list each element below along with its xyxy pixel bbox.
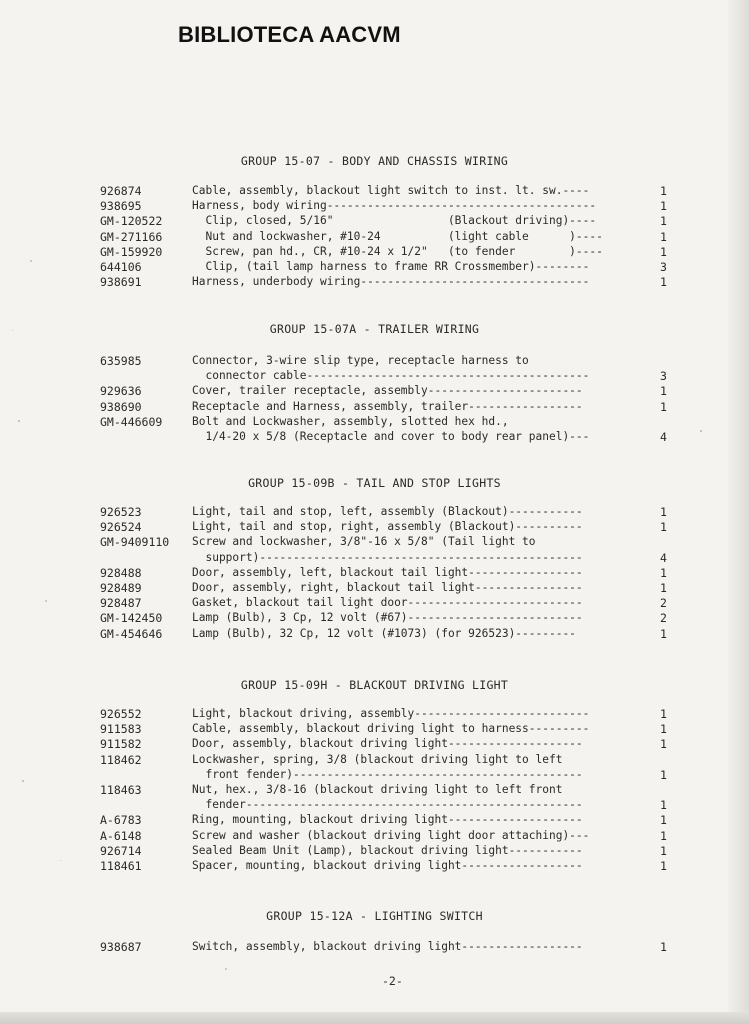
part-quantity: 4 bbox=[660, 430, 667, 444]
part-quantity: 1 bbox=[660, 828, 667, 843]
part-number: 938690 bbox=[100, 399, 142, 414]
part-quantity: 1 bbox=[660, 244, 667, 259]
group-heading: GROUP 15-07 - BODY AND CHASSIS WIRING bbox=[240, 154, 509, 168]
part-description: Cable, assembly, blackout driving light to harness--------- bbox=[192, 722, 590, 736]
part-description: Door, assembly, blackout driving light-------------------- bbox=[192, 737, 583, 751]
paper-speck bbox=[12, 330, 13, 331]
part-quantity: 1 bbox=[660, 275, 667, 290]
part-description: Door, assembly, right, blackout tail light---------------- bbox=[192, 581, 583, 594]
paper-speck bbox=[225, 968, 227, 970]
part-description: Ring, mounting, blackout driving light-------------------- bbox=[192, 813, 583, 827]
part-description: Nut and lockwasher, #10-24 (light cable )---- bbox=[192, 229, 603, 243]
part-number: 118461 bbox=[100, 859, 142, 873]
part-number: 635985 bbox=[100, 354, 142, 368]
page-bottom-edge bbox=[0, 1012, 749, 1024]
part-description: Lockwasher, spring, 3/8 (blackout driving light to left bbox=[192, 752, 563, 766]
part-number: 118462 bbox=[100, 752, 142, 767]
part-description: Gasket, blackout tail light door-------------------------- bbox=[192, 596, 583, 610]
part-quantity: 1 bbox=[660, 229, 667, 244]
part-quantity: 2 bbox=[660, 611, 667, 626]
part-number: 938687 bbox=[100, 940, 142, 954]
part-quantity: 1 bbox=[660, 626, 667, 641]
part-description: Bolt and Lockwasher, assembly, slotted hex hd., bbox=[192, 414, 509, 428]
part-quantity: 1 bbox=[660, 767, 667, 782]
part-description: Connector, 3-wire slip type, receptacle harness to bbox=[192, 354, 529, 367]
group-heading: GROUP 15-09B - TAIL AND STOP LIGHTS bbox=[248, 476, 501, 490]
library-watermark: BIBLIOTECA AACVM bbox=[178, 22, 401, 47]
part-description: Lamp (Bulb), 3 Cp, 12 volt (#67)-------------------------- bbox=[192, 611, 583, 625]
part-quantity: 1 bbox=[660, 843, 667, 858]
part-number: GM-159920 bbox=[100, 244, 163, 259]
page-number: -2- bbox=[382, 974, 403, 988]
part-number: 926552 bbox=[100, 707, 142, 721]
part-quantity: 1 bbox=[660, 214, 667, 229]
part-quantity: 1 bbox=[660, 940, 667, 954]
part-description: Door, assembly, left, blackout tail light----------------- bbox=[192, 565, 583, 579]
part-number: 938695 bbox=[100, 199, 142, 214]
part-quantity: 1 bbox=[660, 813, 667, 828]
part-quantity: 1 bbox=[660, 505, 667, 519]
part-description: fender-------------------------------------------------- bbox=[192, 798, 583, 812]
paper-speck bbox=[60, 860, 61, 861]
part-number: 926524 bbox=[100, 520, 142, 535]
part-description: Screw and washer (blackout driving light door attaching)--- bbox=[192, 828, 590, 842]
part-description: Harness, underbody wiring---------------------------------- bbox=[192, 275, 590, 289]
part-quantity: 1 bbox=[660, 798, 667, 813]
part-description: Sealed Beam Unit (Lamp), blackout driving light----------- bbox=[192, 843, 583, 857]
part-description: Lamp (Bulb), 32 Cp, 12 volt (#1073) (for 926523)--------- bbox=[192, 626, 576, 640]
part-number: GM-271166 bbox=[100, 229, 163, 244]
part-quantity: 3 bbox=[660, 369, 667, 384]
part-quantity: 1 bbox=[660, 520, 667, 535]
part-description: Spacer, mounting, blackout driving light------------------ bbox=[192, 859, 583, 872]
group-heading: GROUP 15-09H - BLACKOUT DRIVING LIGHT bbox=[240, 678, 509, 692]
part-quantity: 1 bbox=[660, 184, 667, 198]
part-number: 928487 bbox=[100, 596, 142, 611]
paper-speck bbox=[45, 600, 47, 602]
part-number: 926523 bbox=[100, 505, 142, 519]
part-quantity: 1 bbox=[660, 722, 667, 737]
part-number: A-6148 bbox=[100, 828, 142, 843]
part-number: 911583 bbox=[100, 722, 142, 737]
part-description: connector cable------------------------------------------ bbox=[192, 369, 590, 383]
paper-speck bbox=[700, 430, 702, 432]
paper-speck bbox=[22, 780, 24, 782]
part-number: GM-9409110 bbox=[100, 535, 170, 550]
part-number: 926714 bbox=[100, 843, 142, 858]
part-number: GM-446609 bbox=[100, 414, 163, 429]
part-description: Light, tail and stop, left, assembly (Blackout)----------- bbox=[192, 505, 583, 518]
part-number: 644106 bbox=[100, 260, 142, 274]
part-number: A-6783 bbox=[100, 813, 142, 828]
part-quantity: 1 bbox=[660, 737, 667, 752]
part-number: 118463 bbox=[100, 783, 142, 797]
part-description: Nut, hex., 3/8-16 (blackout driving light to left front bbox=[192, 783, 563, 796]
part-description: 1/4-20 x 5/8 (Receptacle and cover to body rear panel)--- bbox=[192, 430, 590, 443]
group-heading: GROUP 15-07A - TRAILER WIRING bbox=[269, 322, 480, 336]
part-quantity: 1 bbox=[660, 859, 667, 873]
part-description: Switch, assembly, blackout driving light------------------ bbox=[192, 940, 583, 953]
part-number: GM-120522 bbox=[100, 214, 163, 229]
part-number: GM-142450 bbox=[100, 611, 163, 626]
part-number: 929636 bbox=[100, 384, 142, 399]
part-description: Screw and lockwasher, 3/8"-16 x 5/8" (Tail light to bbox=[192, 535, 536, 549]
part-description: front fender)------------------------------------------- bbox=[192, 767, 583, 781]
paper-speck bbox=[18, 420, 20, 422]
part-quantity: 1 bbox=[660, 565, 667, 580]
part-description: Harness, body wiring---------------------------------------- bbox=[192, 199, 597, 213]
part-number: GM-454646 bbox=[100, 626, 163, 641]
part-number: 926874 bbox=[100, 184, 142, 198]
part-description: Light, blackout driving, assembly-------------------------- bbox=[192, 707, 590, 720]
part-description: Light, tail and stop, right, assembly (Blackout)---------- bbox=[192, 520, 583, 534]
part-number: 938691 bbox=[100, 275, 142, 290]
group-heading: GROUP 15-12A - LIGHTING SWITCH bbox=[266, 909, 483, 923]
part-number: 928488 bbox=[100, 565, 142, 580]
part-description: Clip, (tail lamp harness to frame RR Crossmember)-------- bbox=[192, 260, 590, 273]
part-description: Cover, trailer receptacle, assembly----------------------- bbox=[192, 384, 583, 398]
part-quantity: 1 bbox=[660, 707, 667, 721]
part-description: support)------------------------------------------------ bbox=[192, 550, 583, 564]
part-number: 911582 bbox=[100, 737, 142, 752]
part-quantity: 1 bbox=[660, 399, 667, 414]
paper-speck bbox=[30, 260, 32, 262]
part-quantity: 3 bbox=[660, 260, 667, 274]
part-quantity: 2 bbox=[660, 596, 667, 611]
part-description: Clip, closed, 5/16" (Blackout driving)---- bbox=[192, 214, 597, 228]
part-description: Receptacle and Harness, assembly, trailer----------------- bbox=[192, 399, 583, 413]
part-description: Screw, pan hd., CR, #10-24 x 1/2" (to fender )---- bbox=[192, 244, 603, 258]
part-description: Cable, assembly, blackout light switch to inst. lt. sw.---- bbox=[192, 184, 590, 197]
part-quantity: 4 bbox=[660, 550, 667, 565]
part-quantity: 1 bbox=[660, 199, 667, 214]
part-number: 928489 bbox=[100, 581, 142, 595]
part-quantity: 1 bbox=[660, 581, 667, 595]
part-quantity: 1 bbox=[660, 384, 667, 399]
